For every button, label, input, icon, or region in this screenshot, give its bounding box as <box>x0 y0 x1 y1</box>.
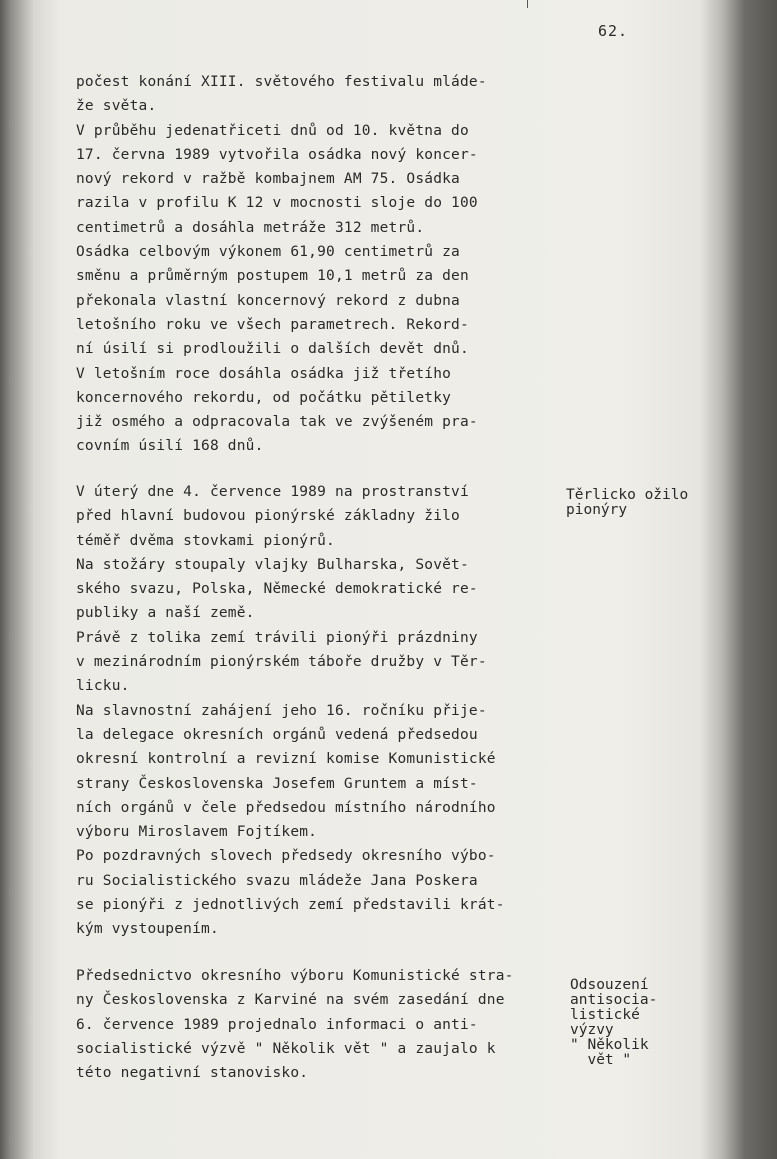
text-line: již osmého a odpracovala tak ve zvýšeném pra- <box>76 414 478 431</box>
text-line: v mezinárodním pionýrském táboře družby v Těr- <box>76 654 487 671</box>
text-line: překonala vlastní koncernový rekord z dubna <box>76 292 460 309</box>
margin-note-condemnation: Odsouzení antisocia- listické výzvy " Několik vět " <box>570 977 658 1068</box>
paragraph-pioneers <box>76 480 556 942</box>
page-number: 62. <box>598 22 629 40</box>
text-line: ského svazu, Polska, Německé demokratické re- <box>76 581 478 598</box>
text-line: Osádka celbovým výkonem 61,90 centimetrů za <box>76 244 460 261</box>
text-line: ních orgánů v čele předsedou místního národního <box>76 799 496 816</box>
text-line: V průběhu jedenatřiceti dnů od 10. května do <box>76 122 469 139</box>
text-line: Po pozdravných slovech předsedy okresního výbo- <box>76 848 496 865</box>
text-line: strany Československa Josefem Gruntem a míst- <box>76 775 478 792</box>
text-line: směnu a průměrným postupem 10,1 metrů za den <box>76 268 469 285</box>
text-line: nový rekord v ražbě kombajnem AM 75. Osádka <box>76 171 460 188</box>
text-line: téměř dvěma stovkami pionýrů. <box>76 532 335 549</box>
text-line: se pionýři z jednotlivých zemí představili krát- <box>76 897 505 914</box>
text-line: této negativní stanovisko. <box>76 1065 309 1082</box>
text-line: okresní kontrolní a revizní komise Komunistické <box>76 751 496 768</box>
text-line: výboru Miroslavem Fojtíkem. <box>76 824 318 841</box>
text-line: socialistické výzvě " Několik vět " a zaujalo k <box>76 1040 496 1057</box>
text-line: la delegace okresních orgánů vedená předsedou <box>76 726 478 743</box>
text-line: V letošním roce dosáhla osádka již třetího <box>76 365 452 382</box>
text-line: V úterý dne 4. července 1989 na prostranství <box>76 484 469 500</box>
text-line: 6. července 1989 projednalo informaci o anti- <box>76 1016 478 1033</box>
text-line: koncernového rekordu, od počátku pětiletky <box>76 389 452 406</box>
paragraph-condemnation <box>76 964 556 1085</box>
text-line: covním úsilí 168 dnů. <box>76 438 264 455</box>
text-line: před hlavní budovou pionýrské základny žilo <box>76 508 460 525</box>
text-line: licku. <box>76 678 130 695</box>
text-line: Předsednictvo okresního výboru Komunistické stra- <box>76 968 514 984</box>
edge-mark <box>527 0 528 8</box>
text-line: centimetrů a dosáhla metráže 312 metrů. <box>76 219 425 236</box>
text-line: Právě z tolika zemí trávili pionýři prázdniny <box>76 629 478 646</box>
text-line: že světa. <box>76 98 157 115</box>
text-line: razila v profilu K 12 v mocnosti sloje do 100 <box>76 195 478 212</box>
text-line: ní úsilí si prodloužili o dalších devět dnů. <box>76 341 469 358</box>
text-line: letošního roku ve všech parametrech. Rekord- <box>76 316 469 333</box>
text-line: publiky a naší země. <box>76 605 255 622</box>
text-line: Na slavnostní zahájení jeho 16. ročníku přije- <box>76 702 487 719</box>
text-line: Na stožáry stoupaly vlajky Bulharska, Sovět- <box>76 556 469 573</box>
text-line: 17. června 1989 vytvořila osádka nový koncer- <box>76 146 478 163</box>
paragraph-record <box>76 70 556 459</box>
text-line: kým vystoupením. <box>76 921 219 938</box>
text-line: ny Československa z Karviné na svém zasedání dne <box>76 992 505 1009</box>
text-line: ru Socialistického svazu mládeže Jana Poskera <box>76 872 478 889</box>
margin-note-terlicko: Těrlicko ožilo pionýry <box>566 487 689 518</box>
text-line: počest konání XIII. světového festivalu mláde- <box>76 74 487 90</box>
